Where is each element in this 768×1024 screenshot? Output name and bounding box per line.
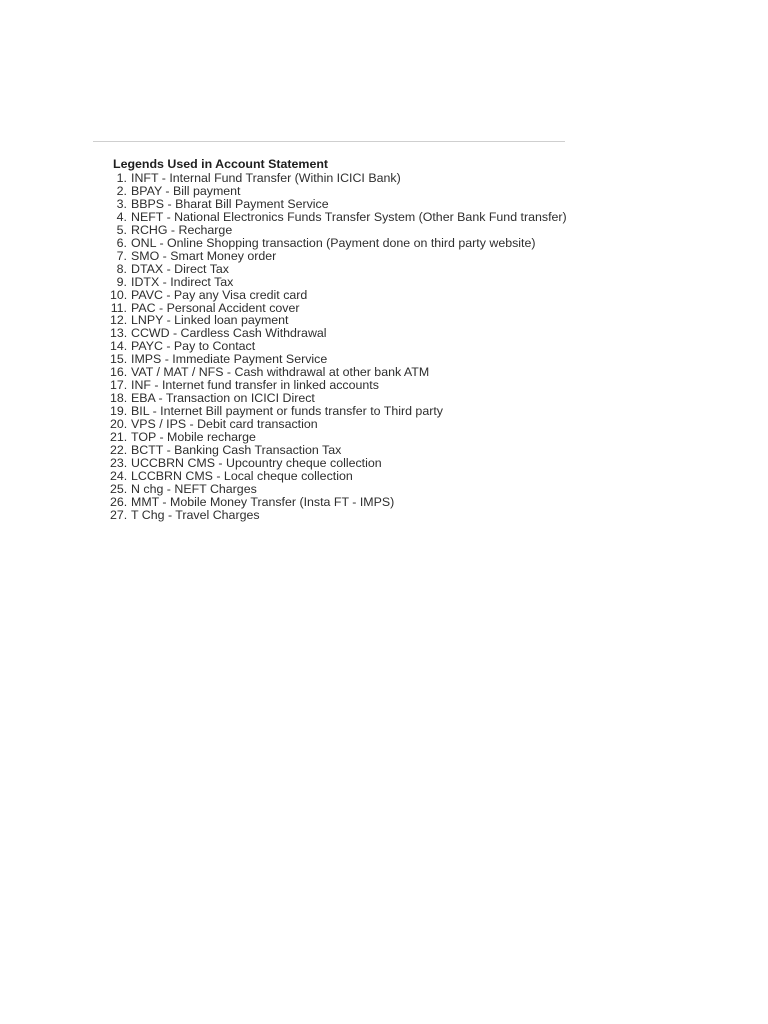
legend-item-text: INFT - Internal Fund Transfer (Within ICICI Bank) (131, 171, 401, 185)
legend-item-number: 6. (116, 235, 127, 250)
legend-item-text: NEFT - National Electronics Funds Transfer System (Other Bank Fund transfer) (131, 209, 567, 224)
legend-item-number: 26. (110, 494, 128, 509)
legend-item-text: BCTT - Banking Cash Transaction Tax (131, 443, 342, 458)
legend-item (113, 224, 583, 237)
legend-item (110, 481, 583, 496)
legend-item-number: 23. (110, 455, 128, 470)
legend-item-text: SMO - Smart Money order (131, 248, 277, 263)
legend-item-number: 14. (110, 339, 128, 354)
legend-item-number: 9. (116, 274, 127, 289)
legend-item-number: 8. (116, 261, 127, 276)
legend-item-number: 3. (116, 196, 127, 211)
legend-item-text: LCCBRN CMS - Local cheque collection (131, 468, 353, 483)
legend-item-text: BBPS - Bharat Bill Payment Service (131, 196, 329, 211)
legend-item-number: 20. (110, 417, 128, 432)
legend-item (110, 287, 583, 302)
legend-item-number: 1. (116, 171, 127, 185)
legend-item-number: 15. (110, 352, 128, 367)
legend-item-text: PAYC - Pay to Contact (131, 339, 256, 354)
legend-item (110, 507, 583, 522)
legend-item-number: 10. (110, 287, 128, 302)
legend-item-number: 22. (110, 443, 128, 458)
legend-item (113, 276, 583, 289)
legend-item (113, 198, 583, 211)
legend-item-text: T Chg - Travel Charges (131, 507, 260, 522)
legend-item-text: N chg - NEFT Charges (131, 481, 257, 496)
legend-item-number: 13. (110, 326, 128, 341)
legend-item (113, 185, 583, 198)
legend-item-text: EBA - Transaction on ICICI Direct (131, 391, 315, 406)
legend-item-number: 19. (110, 404, 128, 419)
legend-item-number: 25. (110, 481, 128, 496)
legend-item-number: 4. (116, 209, 127, 224)
legend-item (113, 250, 583, 263)
legend-item-text: RCHG - Recharge (131, 222, 233, 237)
legend-item-text: UCCBRN CMS - Upcountry cheque collection (131, 455, 382, 470)
legend-item-text: INF - Internet fund transfer in linked accounts (131, 378, 379, 393)
legend-item-number: 5. (116, 222, 127, 237)
section-divider (93, 141, 565, 142)
legend-title: Legends Used in Account Statement (113, 157, 329, 171)
legend-item-number: 11. (110, 300, 127, 315)
legend-item-text: MMT - Mobile Money Transfer (Insta FT - IMPS) (131, 494, 395, 509)
legend-item-text: IMPS - Immediate Payment Service (131, 352, 328, 367)
legend-item (113, 211, 583, 224)
legend-item-text: LNPY - Linked loan payment (131, 313, 289, 328)
legend-item-text: ONL - Online Shopping transaction (Payment done on third party website) (131, 235, 536, 250)
legend-item-number: 7. (116, 248, 127, 263)
legend-item (110, 455, 583, 470)
legend-item (110, 468, 583, 483)
legend-item-number: 2. (116, 183, 127, 198)
legend-list (110, 171, 583, 522)
legend-item (113, 172, 583, 185)
legend-item-number: 12. (110, 313, 128, 328)
legend-item-number: 18. (110, 391, 128, 406)
legend-item-text: IDTX - Indirect Tax (131, 274, 234, 289)
legend-item-text: VPS / IPS - Debit card transaction (131, 417, 318, 432)
legend-item (113, 263, 583, 276)
legend-item (110, 494, 583, 509)
legend-item-number: 27. (110, 507, 128, 522)
legend-item-text: DTAX - Direct Tax (131, 261, 229, 276)
legend-item-text: PAC - Personal Accident cover (131, 300, 300, 315)
legend-item-text: VAT / MAT / NFS - Cash withdrawal at other bank ATM (131, 365, 430, 380)
legend-item-number: 17. (110, 378, 128, 393)
legend-item-text: PAVC - Pay any Visa credit card (131, 287, 308, 302)
legend-item-number: 24. (110, 468, 128, 483)
legend-item-number: 16. (110, 365, 128, 380)
legend-item-text: BPAY - Bill payment (131, 183, 241, 198)
legend-section (110, 157, 583, 522)
legend-item-text: CCWD - Cardless Cash Withdrawal (131, 326, 327, 341)
legend-item (113, 237, 583, 250)
legend-item-text: TOP - Mobile recharge (131, 430, 256, 445)
legend-item-text: BIL - Internet Bill payment or funds transfer to Third party (131, 404, 443, 419)
legend-item-number: 21. (110, 430, 128, 445)
